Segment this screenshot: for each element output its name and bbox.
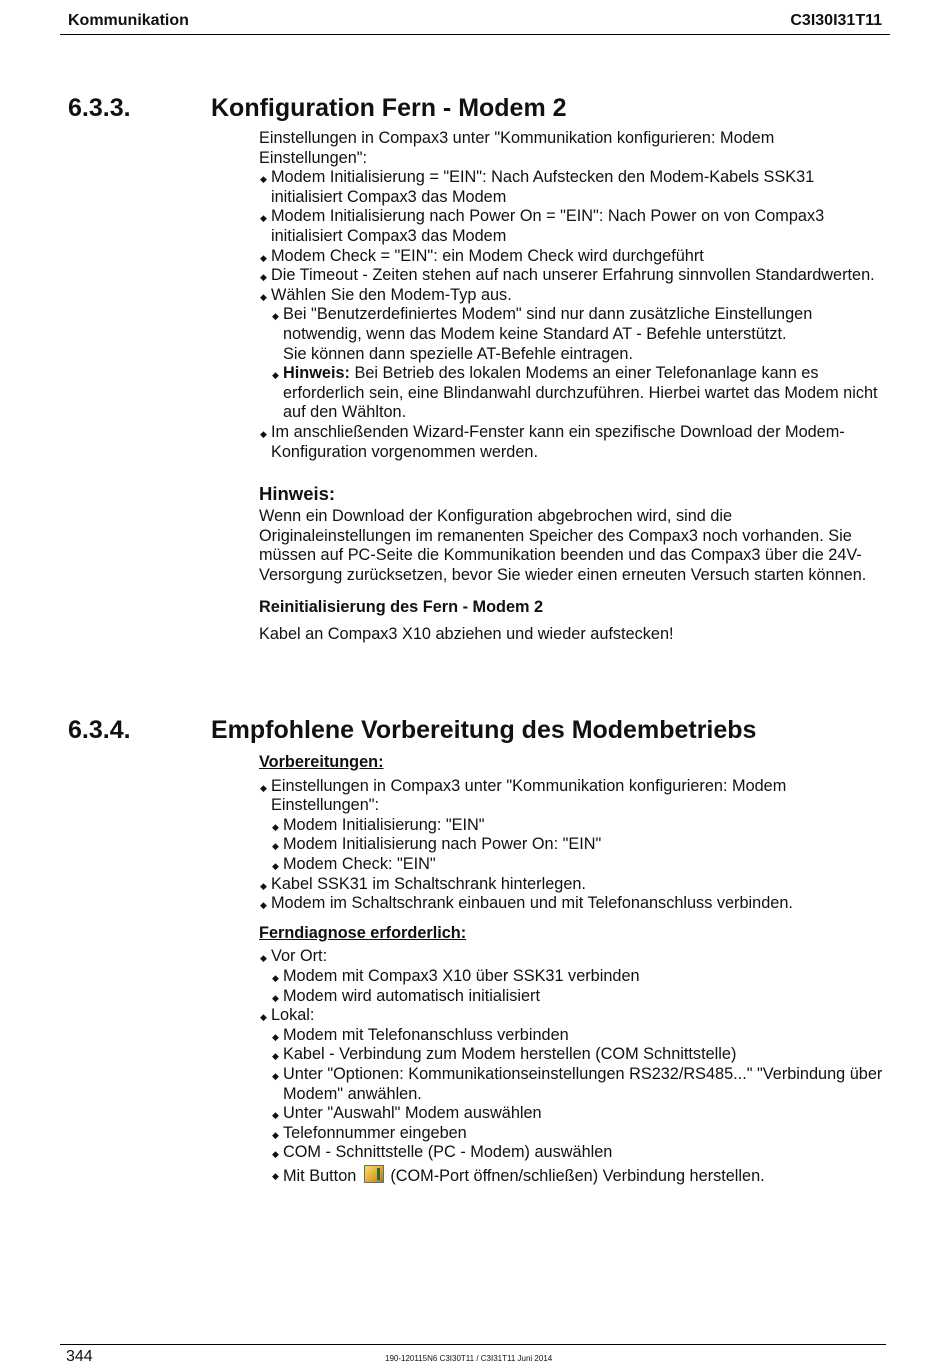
section-body-6-3-4 — [259, 753, 884, 1186]
sub-list-item: ◆ Modem Initialisierung nach Power On: "EIN" — [259, 835, 884, 855]
intro-text: Einstellungen in Compax3 unter "Kommunikation konfigurieren: Modem Einstellungen": — [259, 129, 775, 167]
footer-divider — [60, 1344, 886, 1345]
bullet-diamond-icon: ◆ — [260, 272, 267, 283]
bullet-diamond-icon: ◆ — [260, 213, 267, 224]
bullet-diamond-icon: ◆ — [260, 782, 267, 793]
sub-list-item: ◆ Bei "Benutzerdefiniertes Modem" sind nur dann zusätzliche Einstellungen notwendig, wenn das Modem keine Standard AT - Befehle unterstützt. Sie können dann spezielle AT-Befehle eintragen. — [272, 305, 813, 363]
bullet-diamond-icon: ◆ — [260, 428, 267, 439]
sub-list-item: ◆ Modem mit Compax3 X10 über SSK31 verbinden — [259, 967, 884, 987]
sub-list-item: ◆ Modem Initialisierung: "EIN" — [259, 816, 884, 836]
sub-list-item: ◆ Telefonnummer eingeben — [259, 1124, 884, 1144]
sub-list-item: ◆ Kabel - Verbindung zum Modem herstellen (COM Schnittstelle) — [259, 1045, 884, 1065]
bullet-diamond-icon: ◆ — [260, 174, 267, 185]
list-item: ◆ Modem Initialisierung nach Power On = "EIN": Nach Power on von Compax3 initialisiert Compax3 das Modem — [260, 207, 825, 245]
section-title: Empfohlene Vorbereitung des Modembetriebs — [211, 716, 757, 744]
bullet-diamond-icon: ◆ — [272, 860, 279, 871]
note-text: Wenn ein Download der Konfiguration abgebrochen wird, sind die Originaleinstellungen im remanenten Speicher des Compax3 noch vorhanden. Sie müssen auf PC-Seite die Kommunikation beenden und das Compax3 über die 24V-Versorgung zurücksetzen, bevor Sie wieder einen erneuten Versuch starten können. — [259, 507, 867, 584]
sub-list-item: ◆ COM - Schnittstelle (PC - Modem) auswählen — [259, 1143, 884, 1163]
bullet-diamond-icon: ◆ — [272, 311, 279, 322]
reinit-heading: Reinitialisierung des Fern - Modem 2 — [259, 598, 544, 617]
bullet-diamond-icon: ◆ — [272, 370, 279, 381]
sub-list-item: ◆ Hinweis: Bei Betrieb des lokalen Modems an einer Telefonanlage kann es erforderlich sein, eine Blindanwahl durchzuführen. Hierbei wartet das Modem nicht auf den Wählton. — [272, 364, 878, 422]
sub-list-item: ◆ Modem mit Telefonanschluss verbinden — [259, 1026, 884, 1046]
remote-heading: Ferndiagnose erforderlich: — [259, 923, 467, 942]
list-item: ◆ Die Timeout - Zeiten stehen auf nach unserer Erfahrung sinnvollen Standardwerten. — [259, 266, 884, 286]
bullet-diamond-icon: ◆ — [272, 1031, 279, 1042]
section-title: Konfiguration Fern - Modem 2 — [211, 94, 567, 122]
list-item: ◆ Modem im Schaltschrank einbauen und mit Telefonanschluss verbinden. — [259, 894, 884, 914]
bullet-diamond-icon: ◆ — [272, 841, 279, 852]
bullet-diamond-icon: ◆ — [272, 1129, 279, 1140]
bullet-diamond-icon: ◆ — [272, 1110, 279, 1121]
list-item: ◆ Im anschließenden Wizard-Fenster kann ein spezifische Download der Modem-Konfiguration vorgenommen werden. — [260, 422, 845, 461]
sub-list-item: ◆ Unter "Optionen: Kommunikationseinstellungen RS232/RS485..." "Verbindung über Modem" anwählen. — [272, 1064, 883, 1103]
header-chapter: Kommunikation — [68, 12, 189, 29]
list-item: ◆ Lokal: — [259, 1006, 884, 1026]
bullet-diamond-icon: ◆ — [260, 900, 267, 911]
sub-list-item: ◆ Modem wird automatisch initialisiert — [259, 987, 884, 1007]
list-item: ◆ Modem Initialisierung = "EIN": Nach Aufstecken den Modem-Kabels SSK31 initialisiert Compax3 das Modem — [260, 168, 815, 206]
list-item: ◆ Kabel SSK31 im Schaltschrank hinterlegen. — [259, 875, 884, 895]
document-reference: 190-120115N6 C3I30T11 / C3I31T11 Juni 2014 — [385, 1354, 553, 1363]
bullet-diamond-icon: ◆ — [260, 1012, 267, 1023]
list-item: ◆ Wählen Sie den Modem-Typ aus. — [259, 286, 884, 306]
header-doc-code: C3I30I31T11 — [790, 12, 882, 29]
sub-list-item: ◆ Unter "Auswahl" Modem auswählen — [259, 1104, 884, 1124]
bullet-diamond-icon: ◆ — [272, 992, 279, 1003]
bullet-diamond-icon: ◆ — [272, 821, 279, 832]
bullet-diamond-icon: ◆ — [272, 1149, 279, 1160]
prep-heading: Vorbereitungen: — [259, 753, 384, 771]
list-item: ◆ Modem Check = "EIN": ein Modem Check wird durchgeführt — [259, 247, 884, 267]
sub-list-item: ◆ Mit Button (COM-Port öffnen/schließen) Verbindung herstellen. — [272, 1166, 765, 1185]
page-number: 344 — [66, 1348, 93, 1365]
note-heading: Hinweis: — [259, 483, 336, 505]
bullet-diamond-icon: ◆ — [272, 1070, 279, 1081]
section-number: 6.3.4. — [68, 716, 131, 744]
bullet-diamond-icon: ◆ — [260, 252, 267, 263]
bullet-diamond-icon: ◆ — [272, 1051, 279, 1062]
bullet-diamond-icon: ◆ — [260, 291, 267, 302]
reinit-text: Kabel an Compax3 X10 abziehen und wieder aufstecken! — [259, 625, 674, 644]
bullet-diamond-icon: ◆ — [260, 880, 267, 891]
list-item: ◆ Vor Ort: — [259, 947, 884, 967]
bullet-diamond-icon: ◆ — [260, 953, 267, 964]
section-number: 6.3.3. — [68, 94, 131, 122]
com-port-button-icon — [364, 1165, 384, 1183]
list-item: ◆ Einstellungen in Compax3 unter "Kommunikation konfigurieren: Modem Einstellungen": — [260, 776, 787, 815]
bullet-diamond-icon: ◆ — [272, 972, 279, 983]
bullet-diamond-icon: ◆ — [272, 1170, 279, 1181]
page-header — [60, 10, 890, 35]
sub-list-item: ◆ Modem Check: "EIN" — [259, 855, 884, 875]
section-body-6-3-3 — [259, 129, 884, 645]
